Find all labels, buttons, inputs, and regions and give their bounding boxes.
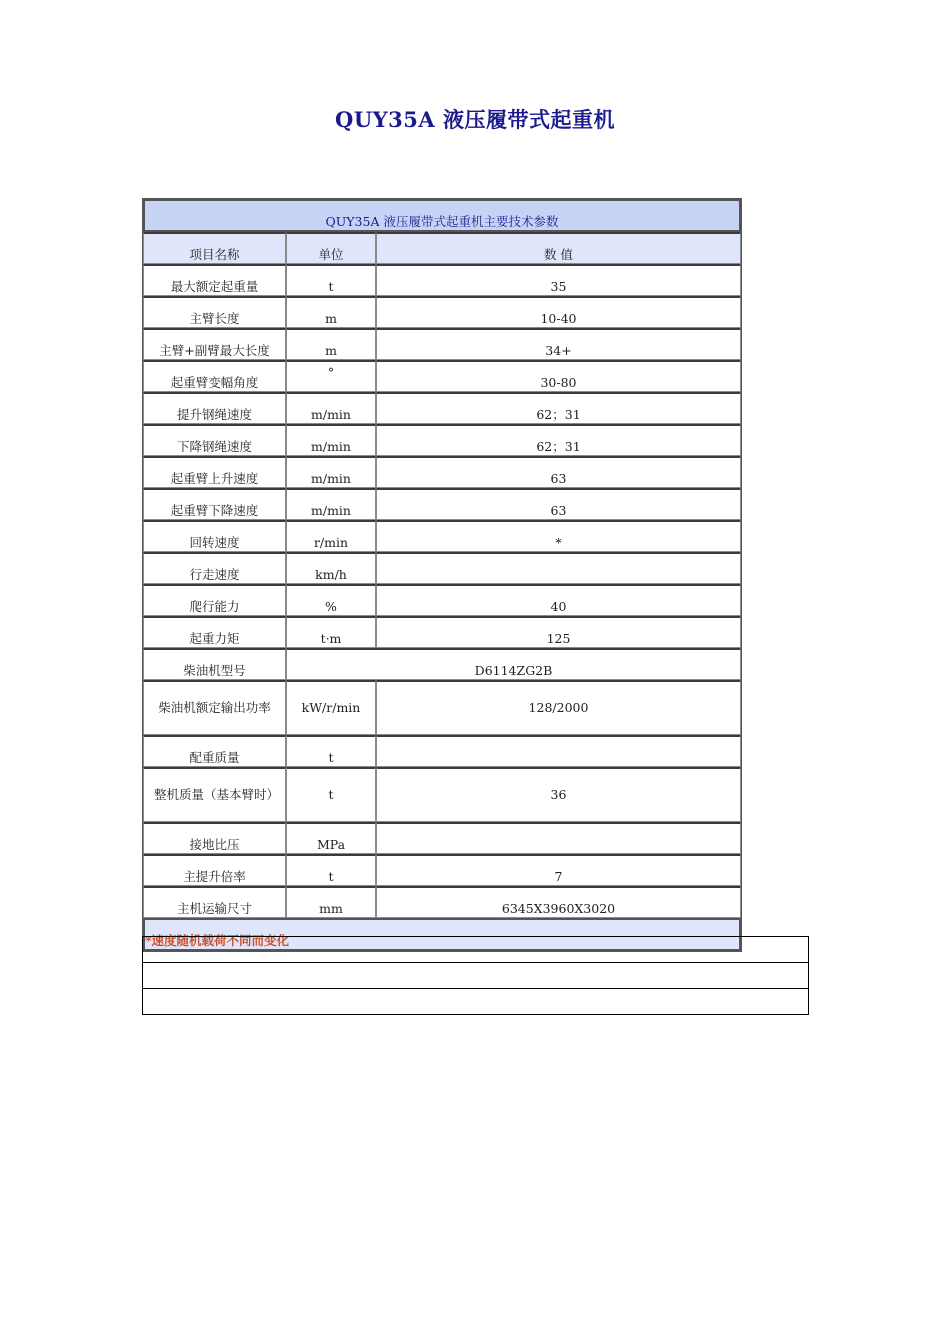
table-row: [143, 886, 741, 918]
table-caption-row: [143, 199, 741, 232]
spec-table: [142, 198, 742, 952]
empty-grid-row: [143, 937, 809, 963]
page-title: QUY35A 液压履带式起重机: [335, 107, 615, 132]
header-unit: 单位: [286, 232, 376, 264]
table-row: [143, 264, 741, 296]
table-row: [143, 680, 741, 735]
table-caption: QUY35A 液压履带式起重机主要技术参数: [143, 199, 741, 232]
row-name: 行走速度: [143, 552, 286, 584]
table-row: [143, 488, 741, 520]
row-value: 128/2000: [376, 680, 741, 735]
row-value: 40: [376, 584, 741, 616]
row-name: 主臂长度: [143, 296, 286, 328]
row-value: 35: [376, 264, 741, 296]
table-row: [143, 552, 741, 584]
row-value: 30-80: [376, 360, 741, 392]
row-name: 回转速度: [143, 520, 286, 552]
row-unit: °: [286, 360, 376, 392]
row-value: 36: [376, 767, 741, 822]
row-value: 6345X3960X3020: [376, 886, 741, 918]
table-row: [143, 328, 741, 360]
row-unit: %: [286, 584, 376, 616]
row-value: 62；31: [376, 392, 741, 424]
empty-cell: [143, 963, 809, 989]
table-row: [143, 424, 741, 456]
table-row: [143, 520, 741, 552]
row-value: [376, 552, 741, 584]
table-row: [143, 360, 741, 392]
row-value: [376, 735, 741, 767]
row-name: 主臂+副臂最大长度: [143, 328, 286, 360]
row-name: 起重力矩: [143, 616, 286, 648]
row-value: 10-40: [376, 296, 741, 328]
table-header-row: [143, 232, 741, 264]
row-value: 63: [376, 456, 741, 488]
table-row: [143, 822, 741, 854]
row-name: 起重臂下降速度: [143, 488, 286, 520]
row-name: 爬行能力: [143, 584, 286, 616]
header-value: 数 值: [376, 232, 741, 264]
empty-grid-row: [143, 989, 809, 1015]
row-name: 主机运输尺寸: [143, 886, 286, 918]
row-name: 主提升倍率: [143, 854, 286, 886]
row-value: 62；31: [376, 424, 741, 456]
row-value: 34+: [376, 328, 741, 360]
empty-grid-row: [143, 963, 809, 989]
row-unit: mm: [286, 886, 376, 918]
row-unit: m/min: [286, 392, 376, 424]
table-row: [143, 648, 741, 680]
row-unit: MPa: [286, 822, 376, 854]
row-value: D6114ZG2B: [286, 648, 741, 680]
empty-cell: [143, 937, 809, 963]
row-name: 最大额定起重量: [143, 264, 286, 296]
row-value: [376, 822, 741, 854]
row-unit: m/min: [286, 488, 376, 520]
row-unit: t: [286, 264, 376, 296]
empty-cell: [143, 989, 809, 1015]
table-row: [143, 456, 741, 488]
row-name: 柴油机型号: [143, 648, 286, 680]
table-row: [143, 735, 741, 767]
row-name: 配重质量: [143, 735, 286, 767]
row-unit: m: [286, 328, 376, 360]
row-unit: kW/r/min: [286, 680, 376, 735]
table-row: [143, 296, 741, 328]
row-value: 125: [376, 616, 741, 648]
row-unit: t: [286, 854, 376, 886]
row-value: 63: [376, 488, 741, 520]
row-value: 7: [376, 854, 741, 886]
table-row: [143, 767, 741, 822]
table-row: [143, 854, 741, 886]
row-unit: m/min: [286, 424, 376, 456]
row-name: 柴油机额定输出功率: [143, 680, 286, 735]
row-unit: m/min: [286, 456, 376, 488]
table-note: *速度随机载荷不同而变化: [143, 918, 741, 951]
table-row: [143, 616, 741, 648]
row-unit: t: [286, 767, 376, 822]
table-row: [143, 392, 741, 424]
row-value: *: [376, 520, 741, 552]
row-unit: t·m: [286, 616, 376, 648]
row-name: 起重臂变幅角度: [143, 360, 286, 392]
empty-grid: [142, 936, 809, 1015]
row-name: 下降钢绳速度: [143, 424, 286, 456]
row-name: 接地比压: [143, 822, 286, 854]
row-unit: t: [286, 735, 376, 767]
table-row: [143, 584, 741, 616]
row-unit: km/h: [286, 552, 376, 584]
row-unit: r/min: [286, 520, 376, 552]
row-name: 起重臂上升速度: [143, 456, 286, 488]
header-name: 项目名称: [143, 232, 286, 264]
row-name: 整机质量（基本臂时）: [143, 767, 286, 822]
row-unit: m: [286, 296, 376, 328]
row-name: 提升钢绳速度: [143, 392, 286, 424]
